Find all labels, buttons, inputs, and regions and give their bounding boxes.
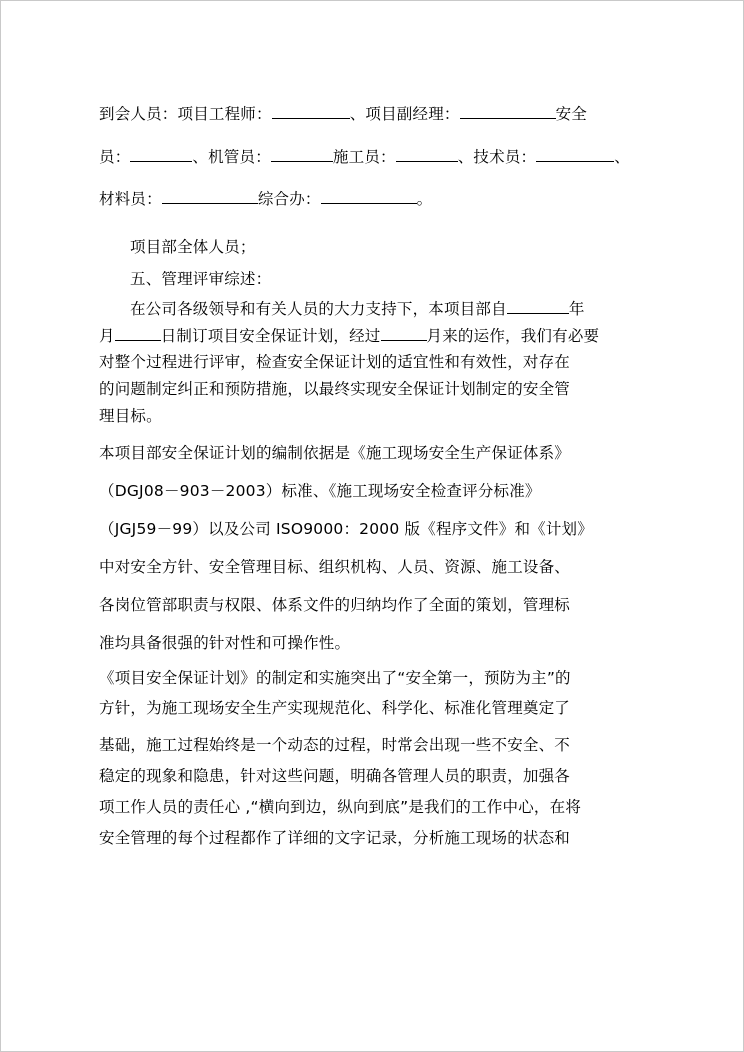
para-policy-line-2: 方针，为施工现场安全生产实现规范化、科学化、标准化管理奠定了 bbox=[99, 699, 571, 718]
p1-e: 月来的运作，我们有必要 bbox=[426, 326, 600, 345]
heading-section-five: 五、管理评审综述： bbox=[130, 270, 272, 289]
attendees-line2-part1: 员： bbox=[99, 147, 131, 166]
para-dynamic-process bbox=[99, 730, 647, 854]
para-dynamic-line-1: 基础，施工过程始终是一个动态的过程，时常会出现一些不安全、不 bbox=[99, 735, 571, 754]
para-dynamic-line-3: 项工作人员的责任心 ,“横向到边，纵向到底”是我们的工作中心，在将 bbox=[99, 797, 582, 816]
p1-b: 年 bbox=[568, 299, 585, 318]
p1-d: 日制订项目安全保证计划，经过 bbox=[160, 326, 381, 345]
para-review-overview bbox=[99, 296, 647, 429]
attendees-line1-part3: 安全 bbox=[555, 105, 588, 123]
para-policy-line-1: 《项目安全保证计划》的制定和实施突出了“安全第一，预防为主”的 bbox=[99, 669, 571, 688]
para-project-all: 项目部全体人员； bbox=[130, 237, 256, 256]
para-plan-basis bbox=[99, 435, 647, 663]
attendees-line3-part3: 。 bbox=[416, 190, 433, 209]
attendees-line-1 bbox=[99, 93, 647, 136]
blank-year bbox=[507, 313, 569, 314]
blank-deputy-manager bbox=[460, 118, 556, 119]
para-plan-basis-line-3: （JGJ59－99）以及公司 ISO9000：2000 版《程序文件》和《计划》 bbox=[99, 520, 593, 539]
p1-c: 月 bbox=[99, 326, 115, 345]
blank-safety-officer bbox=[130, 161, 192, 162]
blank-month bbox=[115, 340, 161, 341]
para-plan-basis-line-2: （DGJ08－903－2003）标准、《施工现场安全检查评分标准》 bbox=[99, 482, 541, 501]
para-review-line-2 bbox=[99, 323, 647, 350]
blank-technician bbox=[536, 161, 614, 162]
attendees-line1-part2: 、项目副经理： bbox=[349, 105, 460, 123]
attendees-line2-part3: 施工员： bbox=[332, 147, 396, 166]
blank-project-engineer bbox=[272, 118, 350, 119]
para-plan-basis-line-1: 本项目部安全保证计划的编制依据是《施工现场安全生产保证体系》 bbox=[99, 444, 571, 463]
attendees-line2-part4: 、技术员： bbox=[457, 147, 537, 166]
blank-machinery-officer bbox=[271, 161, 333, 162]
attendees-line3-part1: 材料员： bbox=[99, 190, 162, 209]
para-plan-basis-line-6: 准均具备很强的针对性和可操作性。 bbox=[99, 634, 351, 653]
p1-a: 在公司各级领导和有关人员的大力支持下，本项目部自 bbox=[130, 299, 507, 318]
attendees-line3-part2: 综合办： bbox=[257, 190, 321, 209]
para-policy bbox=[99, 663, 647, 723]
para-review-line-5: 理目标。 bbox=[99, 406, 162, 425]
para-dynamic-line-4: 安全管理的每个过程都作了详细的文字记录，分析施工现场的状态和 bbox=[99, 828, 571, 847]
blank-general-office bbox=[321, 203, 417, 204]
attendees-line-2 bbox=[99, 136, 647, 179]
para-dynamic-line-2: 稳定的现象和隐患，针对这些问题，明确各管理人员的职责，加强各 bbox=[99, 766, 571, 785]
attendees-line1-part1: 到会人员：项目工程师： bbox=[99, 105, 272, 123]
attendees-line-3 bbox=[99, 178, 647, 221]
para-review-line-4: 的问题制定纠正和预防措施，以最终实现安全保证计划制定的安全管 bbox=[99, 379, 571, 398]
para-plan-basis-line-4: 中对安全方针、安全管理目标、组织机构、人员、资源、施工设备、 bbox=[99, 558, 571, 577]
attendees-block bbox=[99, 93, 647, 221]
para-review-line-3: 对整个过程进行评审，检查安全保证计划的适宜性和有效性，对存在 bbox=[99, 353, 571, 372]
blank-months-count bbox=[381, 340, 427, 341]
blank-construction-officer bbox=[396, 161, 458, 162]
para-review-line-1 bbox=[99, 296, 647, 323]
document-body bbox=[99, 93, 647, 854]
attendees-line2-part2: 、机管员： bbox=[192, 147, 271, 166]
para-plan-basis-line-5: 各岗位管部职责与权限、体系文件的归纳均作了全面的策划，管理标 bbox=[99, 596, 571, 615]
blank-material-officer bbox=[162, 203, 258, 204]
attendees-line2-part5: 、 bbox=[614, 147, 630, 166]
